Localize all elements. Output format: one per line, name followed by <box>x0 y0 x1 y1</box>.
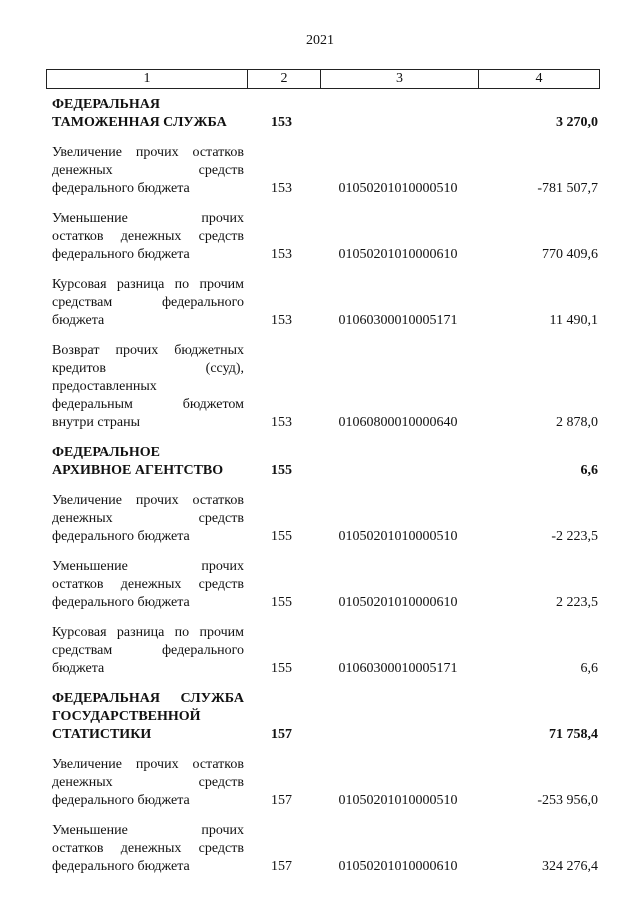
row-name-line: федеральным бюджетом <box>52 397 244 412</box>
table-row <box>46 492 600 546</box>
row-name <box>46 690 244 744</box>
row-amount: 6,6 <box>580 661 598 676</box>
page-number: 2021 <box>306 33 334 48</box>
row-name-line: федерального бюджета <box>52 247 190 262</box>
row-name <box>46 96 244 132</box>
header-col-4: 4 <box>478 70 599 88</box>
row-name <box>46 624 244 678</box>
row-name <box>46 144 244 198</box>
row-kbk: 01050201010000610 <box>338 859 458 874</box>
row-name-line: Курсовая разница по прочим <box>52 625 244 640</box>
table-body <box>46 90 600 876</box>
row-name <box>46 342 244 432</box>
row-code: 157 <box>271 727 292 742</box>
row-name-line: денежных средств <box>52 775 244 790</box>
row-name-line: денежных средств <box>52 163 244 178</box>
row-amount: 3 270,0 <box>556 115 598 130</box>
row-code: 155 <box>271 463 292 478</box>
row-name-line: предоставленных <box>52 379 157 394</box>
row-name-line: федерального бюджета <box>52 859 190 874</box>
row-name-line: Уменьшение прочих <box>52 559 244 574</box>
row-name-line: внутри страны <box>52 415 140 430</box>
table-row-agency <box>46 96 600 132</box>
row-name-line: федерального бюджета <box>52 181 190 196</box>
row-kbk: 01050201010000510 <box>338 181 458 196</box>
row-kbk: 01050201010000510 <box>338 529 458 544</box>
row-amount: 6,6 <box>580 463 598 478</box>
row-name-line: остатков денежных средств <box>52 577 244 592</box>
row-amount: 71 758,4 <box>549 727 598 742</box>
row-kbk: 01050201010000610 <box>338 595 458 610</box>
row-name-line: ФЕДЕРАЛЬНОЕ <box>52 445 161 460</box>
table-row <box>46 822 600 876</box>
row-name-line: Возврат прочих бюджетных <box>52 343 244 358</box>
header-col-2: 2 <box>247 70 320 88</box>
table-row <box>46 756 600 810</box>
row-code: 153 <box>271 247 292 262</box>
row-code: 155 <box>271 661 292 676</box>
row-name-line: Курсовая разница по прочим <box>52 277 244 292</box>
row-name-line: СТАТИСТИКИ <box>52 727 152 742</box>
row-amount: 2 223,5 <box>556 595 598 610</box>
row-name-line: АРХИВНОЕ АГЕНТСТВО <box>52 463 224 478</box>
table-row <box>46 144 600 198</box>
table-row <box>46 342 600 432</box>
row-code: 155 <box>271 529 292 544</box>
row-name-line: остатков денежных средств <box>52 841 244 856</box>
row-code: 153 <box>271 115 292 130</box>
row-kbk: 01050201010000510 <box>338 793 458 808</box>
row-name-line: ФЕДЕРАЛЬНАЯ СЛУЖБА <box>52 691 244 706</box>
row-name-line: ГОСУДАРСТВЕННОЙ <box>52 709 201 724</box>
row-kbk: 01060300010005171 <box>338 313 458 328</box>
row-name <box>46 492 244 546</box>
row-amount: -253 956,0 <box>537 793 598 808</box>
row-name-line: ТАМОЖЕННАЯ СЛУЖБА <box>52 115 227 130</box>
row-name <box>46 558 244 612</box>
row-code: 157 <box>271 793 292 808</box>
table-row <box>46 276 600 330</box>
row-code: 157 <box>271 859 292 874</box>
row-name <box>46 822 244 876</box>
row-code: 153 <box>271 313 292 328</box>
table-row <box>46 558 600 612</box>
row-name <box>46 210 244 264</box>
row-amount: -2 223,5 <box>551 529 598 544</box>
row-name-line: средствам федерального <box>52 643 244 658</box>
row-name-line: бюджета <box>52 661 105 676</box>
table-row-agency <box>46 444 600 480</box>
row-amount: 11 490,1 <box>549 313 598 328</box>
table-header <box>46 69 600 89</box>
header-col-3: 3 <box>320 70 478 88</box>
row-code: 153 <box>271 415 292 430</box>
row-kbk: 01060300010005171 <box>338 661 458 676</box>
row-name-line: Уменьшение прочих <box>52 211 244 226</box>
row-amount: 2 878,0 <box>556 415 598 430</box>
row-name-line: средствам федерального <box>52 295 244 310</box>
row-kbk: 01050201010000610 <box>338 247 458 262</box>
row-name <box>46 444 244 480</box>
row-name <box>46 756 244 810</box>
row-name-line: Уменьшение прочих <box>52 823 244 838</box>
row-name-line: бюджета <box>52 313 105 328</box>
row-name-line: Увеличение прочих остатков <box>52 145 244 160</box>
row-code: 153 <box>271 181 292 196</box>
header-col-1: 1 <box>143 71 151 86</box>
row-kbk: 01060800010000640 <box>338 415 458 430</box>
row-name-line: денежных средств <box>52 511 244 526</box>
row-name-line: ФЕДЕРАЛЬНАЯ <box>52 97 161 112</box>
row-code: 155 <box>271 595 292 610</box>
table-row-agency <box>46 690 600 744</box>
row-name-line: Увеличение прочих остатков <box>52 757 244 772</box>
row-amount: 324 276,4 <box>542 859 598 874</box>
table-row <box>46 210 600 264</box>
table-row <box>46 624 600 678</box>
row-name-line: остатков денежных средств <box>52 229 244 244</box>
row-name-line: федерального бюджета <box>52 793 190 808</box>
row-name <box>46 276 244 330</box>
row-name-line: федерального бюджета <box>52 595 190 610</box>
row-name-line: федерального бюджета <box>52 529 190 544</box>
row-amount: 770 409,6 <box>542 247 598 262</box>
row-name-line: Увеличение прочих остатков <box>52 493 244 508</box>
row-name-line: кредитов (ссуд), <box>52 361 244 376</box>
row-amount: -781 507,7 <box>537 181 598 196</box>
